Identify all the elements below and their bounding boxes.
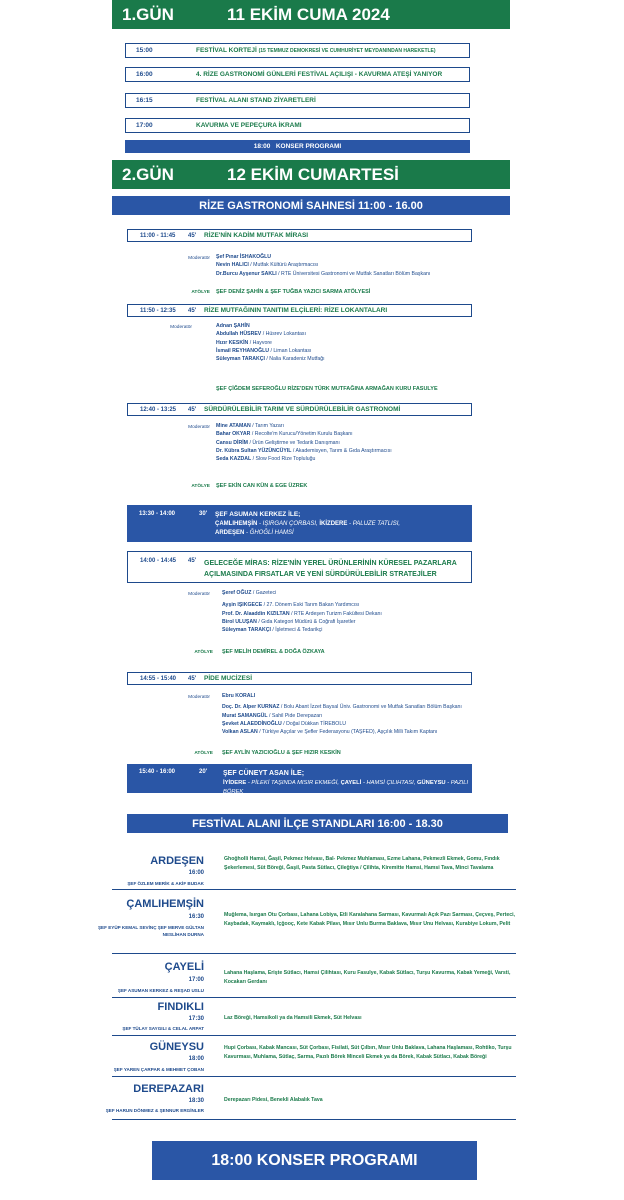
session-duration: 20'	[199, 769, 208, 775]
speaker: Doç. Dr. Alper KURNAZ	[222, 704, 280, 711]
row-time: 16:15	[136, 97, 153, 104]
day2-header	[112, 160, 510, 189]
district-time: 17:00	[188, 977, 204, 983]
speaker-role: / Hüsrev Lokantası	[261, 331, 306, 338]
session-time: 15:40 - 16:00	[139, 769, 176, 775]
concert-label: KONSER PROGRAMI	[275, 143, 342, 150]
atolye: ŞEF AYLİN YAZICIOĞLU & ŞEF HIZIR KESKİN	[222, 750, 341, 756]
district-chef: ŞEF EYÜP KEMAL SEVİNÇ ŞEF MERVE GÜLTAN NESLİHAN DURNA	[97, 925, 204, 937]
row-time: 16:00	[136, 71, 153, 78]
district-name: FINDIKLI	[157, 1001, 204, 1013]
speaker-role: / Akademisyen, Tarım & Gıda Araştırmacısı	[291, 447, 392, 454]
day1-label: 1.GÜN	[122, 4, 174, 24]
dish: - HAMSİ ÇILIHTASI,	[361, 780, 417, 787]
atolye: ŞEF MELİH DEMİREL & DOĞA ÖZKAYA	[222, 649, 325, 655]
session-title: RİZE MUTFAĞININ TANITIM ELÇİLERİ: RİZE LOKANTALARI	[204, 307, 388, 314]
speaker: Dr.Burcu Ayşenur SAKLI	[216, 270, 277, 277]
session-time: 11:50 - 12:35	[140, 307, 176, 314]
divider	[112, 1119, 516, 1120]
session-duration: 45'	[188, 307, 197, 314]
district: İYİDERE	[223, 780, 247, 787]
district-name: ARDEŞEN	[150, 855, 204, 867]
speaker: Murat SAMANGÜL	[222, 712, 268, 719]
speaker-role: / Sahil Pide Derepazarı	[267, 712, 323, 719]
moderator: Şef Pınar İSHAKOĞLU	[216, 254, 272, 260]
session-title	[204, 558, 457, 580]
moderator-role: / Gazeteci	[251, 590, 277, 596]
dish: - PALUZE TATLISI,	[347, 521, 401, 528]
session-duration: 45'	[188, 558, 197, 564]
moderator: Şeref OĞUZ	[222, 590, 252, 596]
divider	[112, 889, 516, 890]
moderator: Mine ATAMAN	[216, 423, 251, 429]
session-title: ŞEF ASUMAN KERKEZ İLE;	[215, 511, 301, 518]
row-event: FESTİVAL ALANI STAND ZİYARETLERİ	[196, 97, 316, 104]
speaker-role: / İşletmeci & Tedarikçi	[270, 627, 323, 634]
speaker: Cansu DİRİM	[216, 439, 248, 446]
speaker-role: / Doğal Dükkan TİREBOLU	[281, 720, 346, 727]
session-1	[127, 229, 472, 242]
district-time: 17:30	[188, 1016, 204, 1022]
district: ÇAMLIHEMŞİN	[215, 521, 258, 528]
day1-concert	[125, 140, 470, 153]
speaker-role: / Gıda Kategori Müdürü & Coğrafi İşaretler	[256, 618, 356, 625]
district-name: DEREPAZARI	[133, 1083, 204, 1095]
moderator-label: Moderatör	[188, 695, 210, 700]
moderator: Adnan ŞAHİN	[216, 323, 250, 329]
row-time: 15:00	[136, 47, 153, 54]
speaker: Süleyman TARAKÇI	[222, 627, 271, 634]
speaker: Hızır KESKİN	[216, 339, 249, 346]
atolye: ŞEF ÇİĞDEM SEFEROĞLU RİZE'DEN TÜRK MUTFAĞINA ARMAĞAN KURU FASULYE	[216, 386, 438, 392]
dish: - ĞHOĞLİ HAMSİ	[244, 530, 294, 537]
s4-body	[215, 510, 400, 539]
speaker: Ayşin IŞIKGECE	[222, 602, 263, 609]
district-food: Hupi Çorbası, Kabak Mancası, Süt Çorbası, Fisilati, Süt Çılbırı, Mısır Unlu Baklava, Lahana Haşlaması, Rohtiko, Turşu Kavurması, Muhlama, Sütlaç, Sarma, Pazılı Börek Minceli Ekmek ya da Börek, Kabak Sütlacı, Kabak Böreği	[224, 1045, 512, 1060]
speaker: İsmail REYHANOĞLU	[216, 347, 270, 354]
dish: - IŞIRGAN ÇORBASI,	[257, 521, 320, 528]
district-name: ÇAYELİ	[164, 961, 204, 973]
session-title: PİDE MUCİZESİ	[204, 675, 253, 682]
s3-speakers	[216, 422, 392, 464]
moderator-label: Moderatör	[188, 425, 210, 430]
moderator-role: / Tarım Yazarı	[250, 423, 284, 429]
day1-row	[125, 118, 470, 133]
speaker-role: / Slow Food Rize Topluluğu	[251, 456, 316, 463]
session-3	[127, 403, 472, 416]
speaker-role: / 27. Dönem Eski Tarım Bakan Yardımcısı	[262, 602, 360, 609]
district-food: Lahana Haşlama, Erişte Sütlacı, Hamsi Çilihtası, Kuru Fasulye, Kabak Sütlacı, Turşu Kavurma, Kabak Yemeği, Varsti, Kocakarı Gerdanı	[224, 970, 511, 985]
district-food: Muğlema, Isırgan Otu Çorbası, Lahana Lobiya, Etli Karalahana Sarması, Kavurmalı Açık Pazı Sarması, Çeçveş, Perteci, Kaybadak, Kaymaklı, Içğooç, Kete Kabak Pilavı, Mısır Unlu Burma Baklava, Mısır Unu Helvası, Kurabiye Lokum, Pelit	[224, 912, 515, 927]
day2-label: 2.GÜN	[122, 164, 174, 184]
session-duration: 45'	[188, 406, 197, 413]
session-2	[127, 304, 472, 317]
session-time: 11:00 - 11:45	[140, 232, 176, 239]
district: İKİZDERE	[319, 521, 348, 528]
row-event: FESTİVAL KORTEJİ	[196, 47, 257, 54]
district-chef: ŞEF ASUMAN KERKEZ & REŞAD USLU	[117, 988, 204, 993]
day2-date: 12 EKİM CUMARTESİ	[227, 164, 399, 184]
s1-speakers	[216, 253, 430, 278]
atolye-label: ATÖLYE	[194, 751, 213, 756]
divider	[112, 953, 516, 954]
district-chef: ŞEF YAREN ÇARPAR & MEHMET ÇOBAN	[113, 1067, 204, 1072]
speaker-role: / Nalia Karadeniz Mutfağı	[264, 356, 325, 363]
district-time: 18:00	[188, 1056, 204, 1062]
speaker: Dr. Kübra Sultan YÜZÜNCÜYIL	[216, 447, 292, 454]
session-duration: 30'	[199, 511, 208, 517]
session-time: 14:00 - 14:45	[140, 558, 177, 564]
atolye: ŞEF EKİN CAN KÜN & EGE ÜZREK	[216, 483, 308, 489]
session-title: SÜRDÜRÜLEBİLİR TARIM VE SÜRDÜRÜLEBİLİR GASTRONOMİ	[204, 406, 401, 413]
atolye-label: ATÖLYE	[191, 484, 210, 489]
day1-header	[112, 0, 510, 29]
atolye-label: ATÖLYE	[194, 650, 213, 655]
speaker-role: / RTE Ardeşen Turizm Fakültesi Dekanı	[289, 610, 382, 617]
district-time: 16:00	[188, 870, 204, 876]
speaker: Birol ULUŞAN	[222, 618, 257, 625]
district-chef: ŞEF TÜLAY SAYGILI & CELAL ARPAT	[122, 1026, 204, 1031]
district: ÇAYELİ	[340, 780, 362, 787]
district-chef: ŞEF ÖZLEM MERİK & AKİF BUDAK	[127, 881, 204, 886]
moderator-label: Moderatör	[188, 592, 210, 597]
speaker: Şevket ALAEDDİNOĞLU	[222, 720, 282, 727]
district-food: Ghoğholli Hamsi, Ğaşil, Pekmez Helvası, Bal- Pekmez Muhlaması, Ezme Lahana, Pekmezli Ekmek, Gomu, Fındık Şekerlemesi, Süt Böreği, Ğaşil, Pasta Sütlacı, Çileğtiya / Çilihta, Kiremitte Hamsi, Hamsi Tava, Minci Tavalama	[224, 856, 500, 871]
day1-date: 11 EKİM CUMA 2024	[227, 4, 390, 24]
stage-title: RİZE GASTRONOMİ SAHNESİ 11:00 - 16.00	[112, 196, 510, 215]
moderator: Ebru KORALI	[222, 693, 256, 699]
concert-time: 18:00	[253, 143, 271, 150]
district-time: 16:30	[188, 914, 204, 920]
divider	[112, 1035, 516, 1036]
moderator-label: Moderatör	[188, 256, 210, 261]
speaker: Volkan ASLAN	[222, 729, 258, 736]
district: GÜNEYSU	[416, 780, 446, 787]
speaker-role: / Recolte'm Kurucu/Yönetim Kurulu Başkanı	[250, 431, 353, 438]
speaker-role: / Bolu Abant İzzet Baysal Üniv. Gastronomi ve Mutfak Sanatları Bölüm Başkanı	[279, 704, 462, 711]
speaker: Nevin HALICI	[216, 262, 249, 269]
divider	[112, 1076, 516, 1077]
session-duration: 45'	[188, 232, 197, 239]
district-chef: ŞEF HARUN DÖNMEZ & ŞENNUR ERGİNLER	[105, 1108, 204, 1113]
s5-speakers	[222, 589, 382, 635]
session-5	[127, 551, 472, 583]
dish: - PAZILI BÖREK	[223, 780, 469, 796]
session-6	[127, 672, 472, 685]
row-event: KAVURMA VE PEPEÇURA İKRAMI	[196, 122, 302, 129]
district-time: 18:30	[188, 1098, 204, 1104]
row-time: 17:00	[136, 122, 153, 129]
speaker: Seda KAZDAL	[216, 456, 252, 463]
row-event: 4. RİZE GASTRONOMİ GÜNLERİ FESTİVAL AÇILIŞI - KAVURMA ATEŞİ YANIYOR	[196, 71, 443, 78]
dish: - PİLEKİ TAŞINDA MISIR EKMEĞİ,	[246, 780, 341, 787]
s7-body	[223, 768, 472, 798]
speaker: Abdullah HÜSREV	[216, 331, 262, 338]
speaker-role: / Liman Lokantası	[269, 347, 312, 354]
row-note: (15 TEMMUZ DEMOKRESİ VE CUMHURİYET MEYDANINDAN HAREKETLE)	[258, 48, 436, 54]
speaker-role: / RTE Üniversitesi Gastronomi ve Mutfak Sanatları Bölüm Başkanı	[276, 270, 431, 277]
speaker: Prof. Dr. Alaaddin KIZILTAN	[222, 610, 290, 617]
divider	[112, 997, 516, 998]
day1-row	[125, 93, 470, 108]
session-time: 12:40 - 13:25	[140, 406, 177, 413]
speaker-role: / Ürün Geliştirme ve Tedarik Danışmanı	[248, 439, 340, 446]
session-7	[127, 764, 472, 796]
district-food: Derepazarı Pidesi, Benekli Alabalık Tava	[224, 1097, 323, 1103]
atolye-label: ATÖLYE	[191, 290, 210, 295]
speaker-role: / Hayvore	[248, 339, 272, 346]
session-title: ŞEF CÜNEYT ASAN İLE;	[223, 770, 305, 777]
district: ARDEŞEN	[215, 530, 245, 537]
district-name: ÇAMLIHEMŞİN	[126, 898, 204, 910]
final-concert: 18:00 KONSER PROGRAMI	[152, 1141, 477, 1180]
session-4	[127, 505, 472, 542]
district-name: GÜNEYSU	[149, 1041, 204, 1053]
title-line: GELECEĞE MİRAS: RİZE'NİN YEREL ÜRÜNLERİNİN KÜRESEL PAZARLARA	[204, 560, 457, 567]
speaker-role: / Türkiye Aşçılar ve Şefler Federasyonu (TAŞFED), Aşçılık Milli Takım Kaptanı	[257, 729, 438, 736]
moderator-label: Moderatör	[170, 325, 192, 330]
session-duration: 45'	[188, 675, 197, 682]
atolye: ŞEF DENİZ ŞAHİN & ŞEF TUĞBA YAZICI SARMA ATÖLYESİ	[216, 289, 371, 295]
district-food: Laz Böreği, Hamsikoli ya da Hamsili Ekmek, Süt Helvası	[224, 1015, 362, 1021]
s2-speakers	[216, 322, 325, 364]
session-title: RİZE'NİN KADİM MUTFAK MİRASI	[204, 232, 309, 239]
speaker: Süleyman TARAKÇI	[216, 356, 265, 363]
day1-row	[125, 67, 470, 82]
s6-speakers	[222, 692, 462, 737]
session-time: 13:30 - 14:00	[139, 511, 176, 517]
session-time: 14:55 - 15:40	[140, 675, 177, 682]
stands-title: FESTİVAL ALANI İLÇE STANDLARI 16:00 - 18.30	[127, 814, 508, 833]
speaker: Bahar OKYAR	[216, 431, 251, 438]
title-line: AÇILMASINDA FIRSATLAR VE YENİ SÜRDÜRÜLEBİLİR STRATEJİLER	[204, 571, 437, 579]
speaker-role: / Mutfak Kültürü Araştırmacısı	[248, 262, 319, 269]
day1-row	[125, 43, 470, 58]
